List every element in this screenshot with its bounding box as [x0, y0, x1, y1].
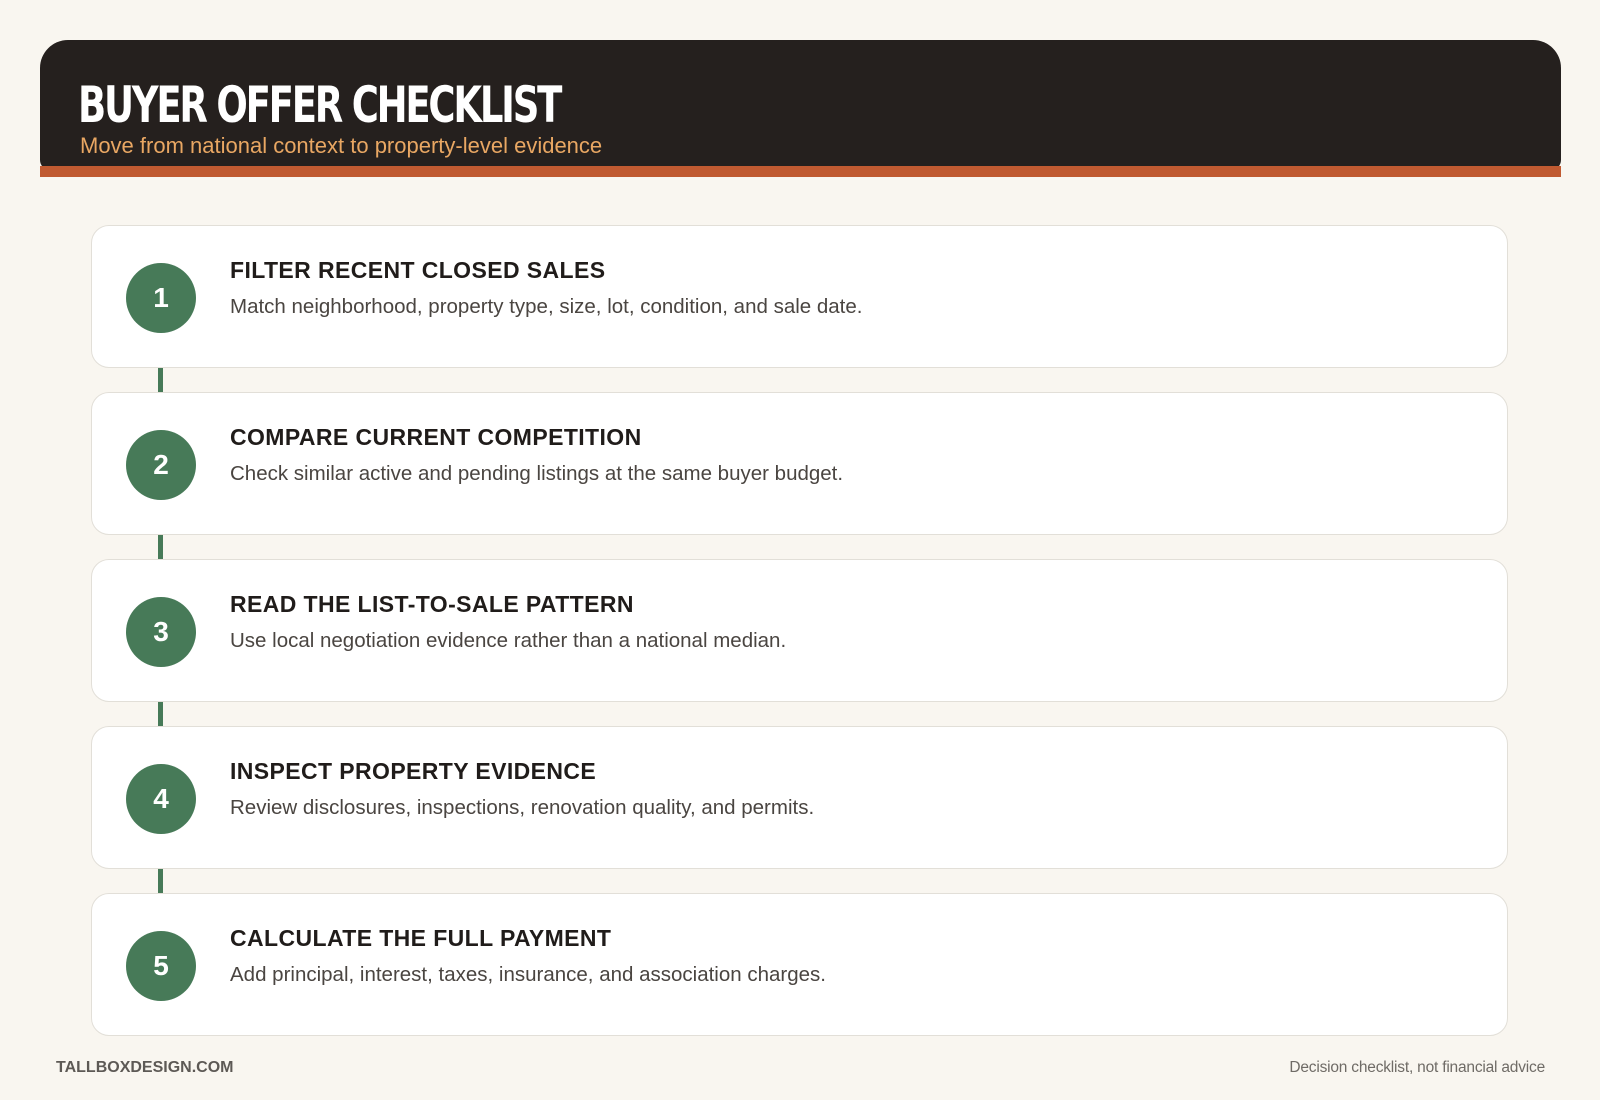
step-description: Review disclosures, inspections, renovation quality, and permits.	[230, 796, 815, 819]
step-title: COMPARE CURRENT COMPETITION	[230, 424, 642, 450]
step-description: Use local negotiation evidence rather than a national median.	[230, 629, 787, 652]
step-connector-line	[158, 702, 163, 726]
checklist-step-5	[91, 893, 1508, 1036]
step-number-badge: 3	[126, 597, 196, 667]
page-title: BUYER OFFER CHECKLIST	[78, 76, 561, 134]
step-title: CALCULATE THE FULL PAYMENT	[230, 925, 612, 951]
step-number-badge: 4	[126, 764, 196, 834]
header-accent-stripe	[40, 166, 1561, 177]
step-connector-line	[158, 368, 163, 392]
step-title: READ THE LIST-TO-SALE PATTERN	[230, 591, 634, 617]
step-description: Check similar active and pending listings at the same buyer budget.	[230, 462, 844, 485]
step-number-badge: 1	[126, 263, 196, 333]
step-connector-line	[158, 535, 163, 559]
step-title: INSPECT PROPERTY EVIDENCE	[230, 758, 597, 784]
step-connector-line	[158, 869, 163, 893]
checklist-step-2	[91, 392, 1508, 535]
footer-brand: TALLBOXDESIGN.COM	[56, 1059, 234, 1076]
checklist-step-1	[91, 225, 1508, 368]
checklist-step-3	[91, 559, 1508, 702]
checklist-step-4	[91, 726, 1508, 869]
footer-disclaimer: Decision checklist, not financial advice	[1289, 1059, 1545, 1076]
step-number-badge: 5	[126, 931, 196, 1001]
step-number-badge: 2	[126, 430, 196, 500]
page-subtitle: Move from national context to property-level evidence	[80, 133, 603, 158]
step-title: FILTER RECENT CLOSED SALES	[230, 257, 606, 283]
step-description: Add principal, interest, taxes, insurance, and association charges.	[230, 963, 826, 986]
header	[40, 40, 1561, 177]
step-description: Match neighborhood, property type, size, lot, condition, and sale date.	[230, 295, 863, 318]
